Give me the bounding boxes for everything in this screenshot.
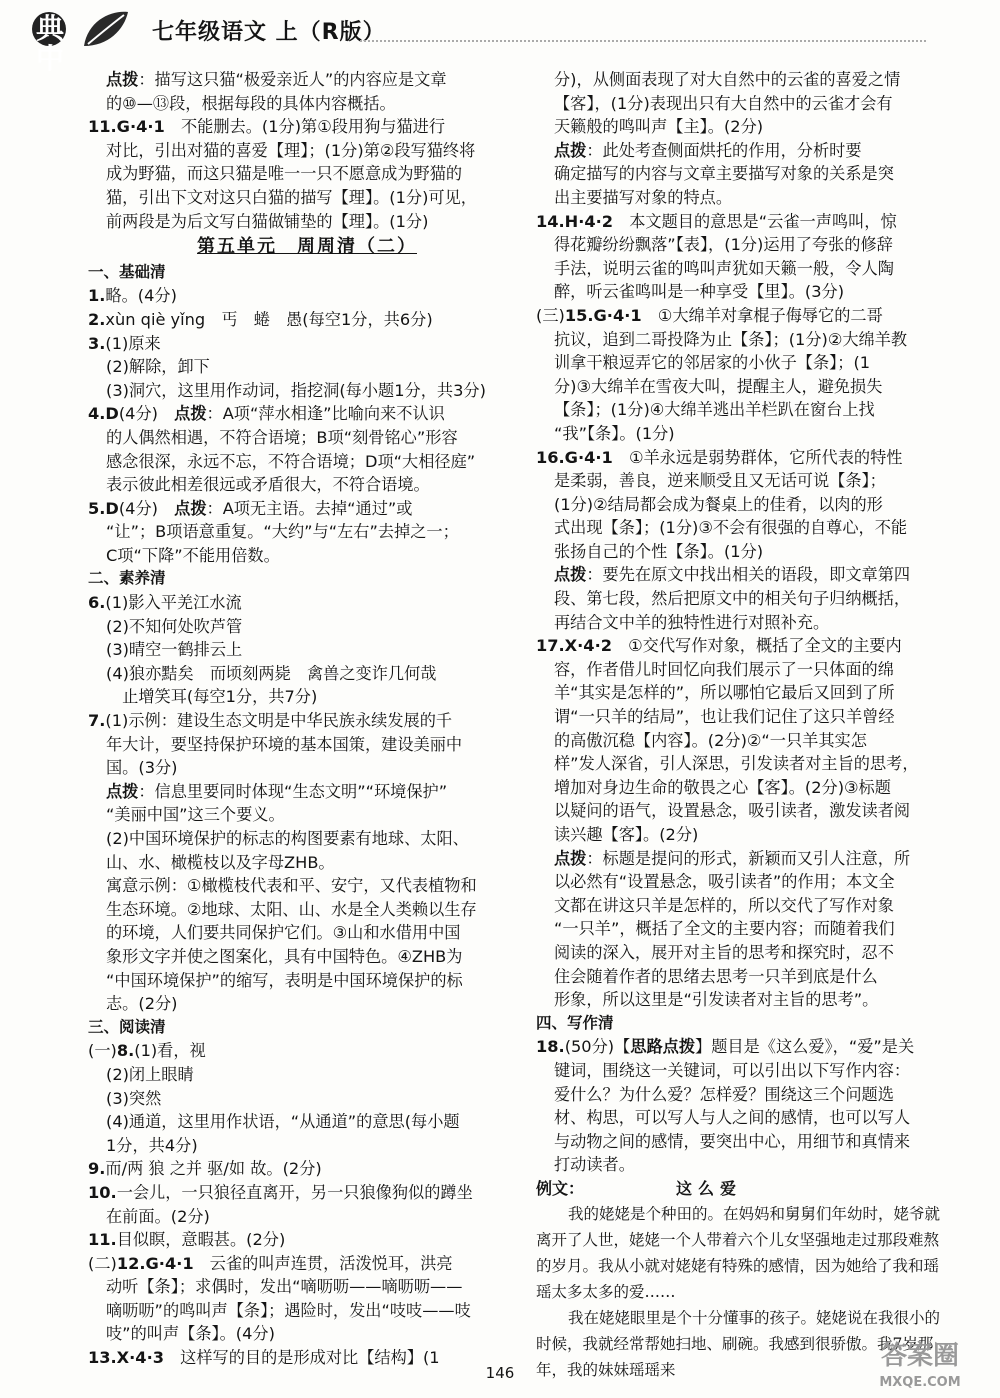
watermark-text: 答案圈 xyxy=(880,1341,960,1371)
answer-line: 文都在讲这只羊是怎样的，所以交代了写作对象 xyxy=(554,895,894,915)
answer-line: 打动读者。 xyxy=(554,1155,635,1175)
answer-line: 以疑问的语气，设置悬念，吸引读者，激发读者阅 xyxy=(554,801,911,821)
answer-line: 止增笑耳(每空1分，共7分) xyxy=(106,687,318,707)
answer-line: 住会随着作者的思绪去思考一只羊到底是什么 xyxy=(554,966,878,986)
answer-line: 象形文字并使之图案化，具有中国特色。④ZHB为 xyxy=(106,946,463,966)
answer-line: 寓意示例：①橄榄枝代表和平、安宁，又代表植物和 xyxy=(106,876,477,896)
right-answer-block xyxy=(536,68,946,1177)
answer-line: 二、素养清 xyxy=(88,569,166,588)
answer-line: 的环境，人们要共同保护它们。③山和水借用中国 xyxy=(106,923,461,943)
answer-line: 的人偶然相遇，不符合语境；B项“刻骨铭心”形容 xyxy=(106,427,458,447)
answer-line: (1分)②结局都会成为餐桌上的佳肴，以肉的形 xyxy=(554,494,883,514)
essay-paragraph: 我在姥姥眼里是个十分懂事的孩子。姥姥说在我很小的时候，我就经常帮她扫地、刷碗。我感到很骄傲。我7岁那年，我的妹妹瑶瑶来 xyxy=(536,1308,941,1379)
answer-line: 1.略。(4分) xyxy=(88,286,177,306)
page-title: 七年级语文 上（R版） xyxy=(152,20,386,45)
answer-line: 18.(50分)【思路点拨】题目是《这么爱》，“爱”是关 xyxy=(536,1037,915,1057)
answer-line: 年大计，要坚持保护环境的基本国策，建设美丽中 xyxy=(106,734,463,754)
essay-label: 例文： xyxy=(536,1178,585,1198)
answer-line: 吱”的叫声【条】。(4分) xyxy=(106,1324,275,1344)
answer-line: 读兴趣【客】。(2分) xyxy=(554,825,699,844)
left-answer-block-2 xyxy=(88,261,526,1370)
answer-line: 材、构思，可以写人与人之间的感情，也可以写人 xyxy=(554,1108,911,1128)
answer-line: 点拨：标题是提问的形式，新颖而又引人注意，所 xyxy=(554,848,911,868)
essay-paragraph: 我的姥姥是个种田的。在妈妈和舅舅们年幼时，姥爷就离开了人世，姥姥一个人带着六个儿女坚强地走过那段难熬的岁月。我从小就对姥姥有特殊的感情，因为她给了我和瑶瑶太多太多的爱…… xyxy=(536,1204,941,1301)
answer-line: 增加对身边生命的敬畏之心【客】。(2分)③标题 xyxy=(554,777,891,797)
left-answer-block xyxy=(88,68,526,233)
answer-line: 得花瓣纷纷飘落”【表】，(1分)运用了夸张的修辞 xyxy=(554,235,893,255)
answer-line: (4)狼亦黠矣 而顷刻两毙 禽兽之变诈几何哉 xyxy=(106,663,437,683)
answer-line: 式出现【条】；(1分)③不会有很强的自尊心，不能 xyxy=(554,518,908,538)
answer-line: 志。(2分) xyxy=(106,994,178,1014)
answer-line: 山、水、橄榄枝以及字母ZHB。 xyxy=(106,852,335,872)
answer-line: “我”【条】。(1分) xyxy=(554,423,675,443)
answer-line: 羊“其实是怎样的”，所以哪怕它最后又回到了所 xyxy=(554,683,895,703)
answer-line: 11.目似瞑，意暇甚。(2分) xyxy=(88,1230,286,1250)
answer-line: 四、写作清 xyxy=(536,1013,614,1032)
answer-line: 点拨：此处考查侧面烘托的作用，分析时要 xyxy=(554,140,862,160)
answer-line: 5.D(4分) 点拨：A项无主语。去掉“通过”或 xyxy=(88,498,413,518)
answer-line: 国。(3分) xyxy=(106,758,178,778)
answer-line: 14.H·4·2 本文题目的意思是“云雀一声鸣叫，惊 xyxy=(536,211,897,231)
answer-line: 3.(1)原来 xyxy=(88,333,161,353)
answer-line: 确定描写的内容与文章主要描写对象的关系是突 xyxy=(554,164,894,184)
answer-line: (三)15.G·4·1 ①大绵羊对拿棍子侮辱它的二哥 xyxy=(536,305,883,325)
answer-line: “美丽中国”这三个要义。 xyxy=(106,805,285,825)
answer-line: 是柔弱，善良，逆来顺受且又无话可说【条】； xyxy=(554,471,886,491)
answer-line: 9.而/两 狼 之并 驱/如 故。(2分) xyxy=(88,1159,322,1179)
answer-line: 点拨：要先在原文中找出相关的语段，即文章第四 xyxy=(554,565,911,585)
logo-badge xyxy=(32,12,66,75)
answer-line: (一)8.(1)看，视 xyxy=(88,1041,206,1061)
answer-line: 阅读的深入，展开对主旨的思考和探究时，忍不 xyxy=(554,942,894,962)
answer-line: (4)通道，这里用作状语，“从通道”的意思(每小题 xyxy=(106,1112,460,1132)
answer-line: 1分，共4分) xyxy=(106,1135,198,1155)
answer-line: 【客】，(1分)表现出只有大自然中的云雀才会有 xyxy=(554,93,893,113)
answer-line: “让”；B项语意重复。“大约”与“左右”去掉之一； xyxy=(106,522,459,542)
answer-line: 成为野猫，而这只猫是唯一一只不愿意成为野猫的 xyxy=(106,164,463,184)
header-divider xyxy=(360,40,926,44)
answer-line: “中国环境保护”的缩写，表明是中国环境保护的标 xyxy=(106,970,463,990)
answer-line: (2)闭上眼睛 xyxy=(106,1064,194,1084)
answer-line: (3)突然 xyxy=(106,1088,162,1108)
right-column xyxy=(536,68,946,1383)
answer-line: 样”发人深省，引人深思，引发读者对主旨的思考， xyxy=(554,754,919,774)
answer-line: 11.G·4·1 不能删去。(1分)第①段用狗与猫进行 xyxy=(88,117,446,137)
answer-line: 点拨：信息里要同时体现“生态文明”“环境保护” xyxy=(106,781,448,801)
answer-line: 表示彼此相差很远或矛盾很大，不符合语境。 xyxy=(106,475,430,495)
answer-line: 4.D(4分) 点拨：A项“萍水相逢”比喻向来不认识 xyxy=(88,404,445,424)
answer-line: 感念很深，永远不忘，不符合语境；D项“大相径庭” xyxy=(106,451,476,471)
answer-line: 段、第七段，然后把原文中的相关句子归纳概括， xyxy=(554,589,911,609)
answer-line: 16.G·4·1 ①羊永远是弱势群体，它所代表的特性 xyxy=(536,447,903,467)
page-header xyxy=(0,0,1000,75)
answer-line: 出主要描写对象的特点。 xyxy=(554,187,733,207)
answer-line: 的高傲沉稳【内容】。(2分)②“一只羊其实怎 xyxy=(554,730,867,750)
answer-line: (2)不知何处吹芦管 xyxy=(106,616,243,636)
leaf-icon xyxy=(78,6,134,52)
answer-line: 2.xùn qiè yǐng 丐 蜷 愚(每空1分，共6分) xyxy=(88,309,433,329)
answer-line: 13.X·4·3 这样写的目的是形成对比【结构】(1 xyxy=(88,1348,440,1368)
answer-line: 与动物之间的感情，要突出中心，用细节和真情来 xyxy=(554,1131,911,1151)
answer-line: 张扬自己的个性【条】。(1分) xyxy=(554,541,764,561)
answer-line: 容，作者借儿时回忆向我们展示了一只体面的绵 xyxy=(554,659,894,679)
answer-line: “一只羊”，概括了全文的主要内容；而随着我们 xyxy=(554,919,895,939)
answer-line: (二)12.G·4·1 云雀的叫声连贯，活泼悦耳，洪亮 xyxy=(88,1253,453,1273)
answer-line: 点拨：描写这只猫“极爱亲近人”的内容应是文章 xyxy=(106,70,447,89)
watermark-logo xyxy=(850,1332,990,1394)
essay-title-row xyxy=(536,1177,946,1201)
answer-line: 以必然有“设置悬念，吸引读者”的作用；本文全 xyxy=(554,872,895,892)
answer-line: 形象，所以这里是“引发读者对主旨的思考”。 xyxy=(554,990,879,1010)
answer-line: 键词，围绕这一关键词，可以引出以下写作内容： xyxy=(554,1060,911,1080)
answer-line: 醉，听云雀鸣叫是一种享受【里】。(3分) xyxy=(554,282,845,302)
answer-line: 分)，从侧面表现了对大自然中的云雀的喜爱之情 xyxy=(554,70,901,89)
answer-line: 三、阅读清 xyxy=(88,1017,166,1036)
answer-line: (2)中国环境保护的标志的构图要素有地球、太阳、 xyxy=(106,829,469,848)
logo-text: 典中 xyxy=(36,12,65,75)
answer-line: 17.X·4·2 ①交代写作对象，概括了全文的主要内 xyxy=(536,636,902,656)
answer-line: 猫，引出下文对这只白猫的描写【理】。(1分)可见， xyxy=(106,187,477,207)
answer-line: (3)晴空一鹤排云上 xyxy=(106,640,243,660)
answer-line: (3)洞穴，这里用作动词，指挖洞(每小题1分，共3分) xyxy=(106,380,486,400)
answer-line: 一、基础清 xyxy=(88,262,166,281)
answer-line: (2)解除，卸下 xyxy=(106,357,210,377)
answer-line: 嘀呖呖”的鸣叫声【条】；遇险时，发出“吱吱——吱 xyxy=(106,1300,471,1320)
answer-line: 再结合文中羊的独特性进行对照补充。 xyxy=(554,612,830,632)
answer-line: 10.一会儿，一只狼径直离开，另一只狼像狗似的蹲坐 xyxy=(88,1182,473,1202)
answer-line: C项“下降”不能用倍数。 xyxy=(106,545,280,565)
answer-line: 爱什么？为什么爱？怎样爱？围绕这三个问题选 xyxy=(554,1084,894,1104)
answer-line: 抗议，追到二哥投降为止【条】；(1分)②大绵羊教 xyxy=(554,329,908,349)
unit-title: 第五单元 周周清（二） xyxy=(197,236,417,258)
answer-line: 对比，引出对猫的喜爱【理】；(1分)第②段写猫终将 xyxy=(106,140,476,160)
answer-line: 7.(1)示例：建设生态文明是中华民族永续发展的千 xyxy=(88,711,453,731)
watermark-url: MXQE.COM xyxy=(879,1375,961,1390)
answer-line: 在前面。(2分) xyxy=(106,1206,210,1226)
left-column xyxy=(88,68,526,1370)
answer-line: 生态环境。②地球、太阳、山、水是全人类赖以生存 xyxy=(106,899,477,919)
answer-line: 6.(1)影入平羌江水流 xyxy=(88,593,242,613)
answer-line: 动听【条】；求偶时，发出“嘀呖呖——嘀呖呖—— xyxy=(106,1277,463,1297)
essay-title: 这么爱 xyxy=(676,1178,743,1198)
page-number: 146 xyxy=(485,1364,515,1382)
answer-line: 手法，说明云雀的鸣叫声犹如天籁一般，令人陶 xyxy=(554,258,894,278)
answer-line: 的⑩—⑬段，根据每段的具体内容概括。 xyxy=(106,93,396,113)
answer-line: 谓“一只羊的结局”，也让我们记住了这只羊曾经 xyxy=(554,707,895,727)
answer-line: 【条】；(1分)④大绵羊逃出羊栏趴在窗台上找 xyxy=(554,400,875,420)
answer-line: 天籁般的鸣叫声【主】。(2分) xyxy=(554,117,764,137)
answer-line: 训拿干粮逗弄它的邻居家的小伙子【条】；(1 xyxy=(554,353,871,373)
answer-line: 前两段是为后文写白猫做铺垫的【理】。(1分) xyxy=(106,211,429,231)
answer-line: 分)③大绵羊在雪夜大叫，提醒主人，避免损失 xyxy=(554,376,883,396)
